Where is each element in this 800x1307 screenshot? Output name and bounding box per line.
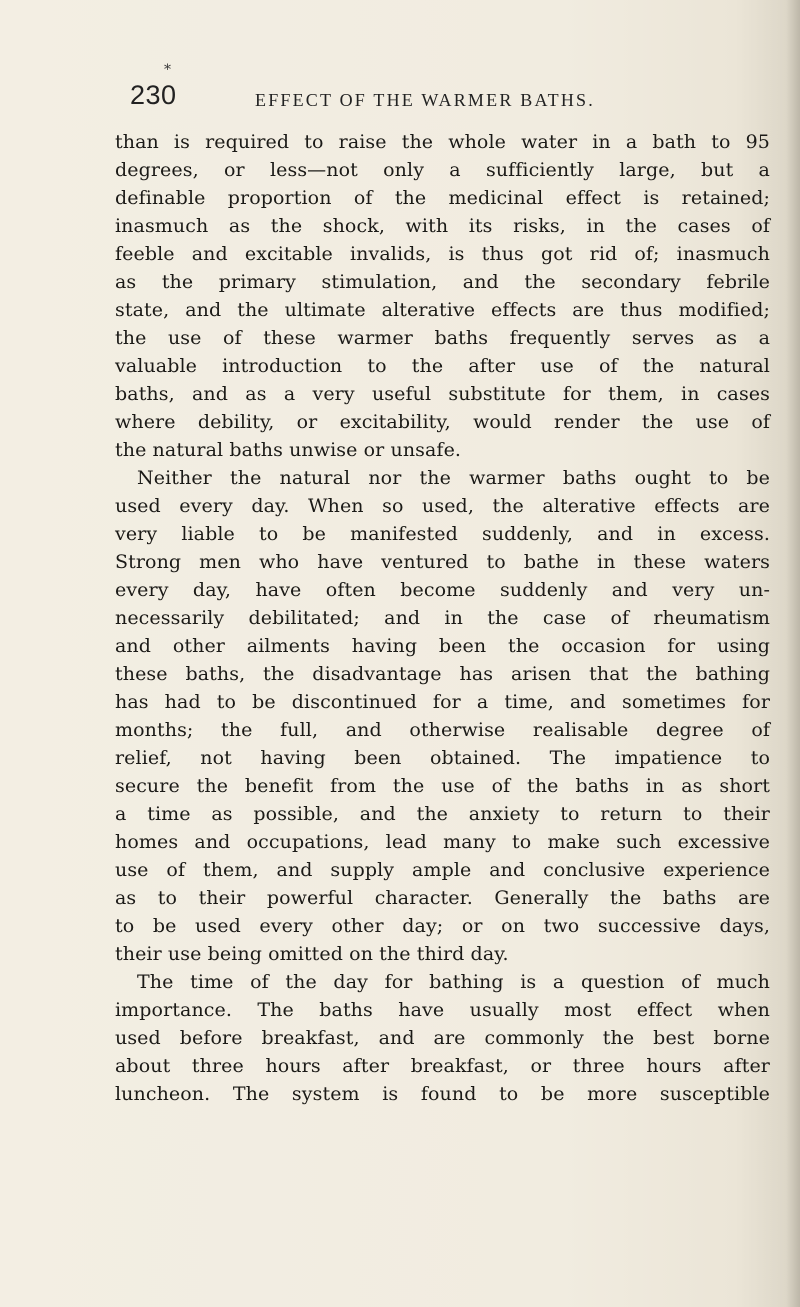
text-line: Strong men who have ventured to bathe in these waters (115, 551, 770, 573)
text-line: has had to be discontinued for a time, and sometimes for (115, 691, 770, 713)
text-line: the use of these warmer baths frequently serves as a (115, 327, 770, 349)
text-line: The time of the day for bathing is a question of much (137, 971, 770, 993)
text-line: homes and occupations, lead many to make such excessive (115, 831, 770, 853)
text-line: as to their powerful character. Generally the baths are (115, 887, 770, 909)
text-line: degrees, or less—not only a sufficiently large, but a (115, 159, 770, 181)
text-line: state, and the ultimate alterative effects are thus modified; (115, 299, 770, 321)
text-line: where debility, or excitability, would render the use of (115, 411, 770, 433)
text-line: used every day. When so used, the alterative effects are (115, 495, 770, 517)
text-line: and other ailments having been the occasion for using (115, 635, 770, 657)
text-line: Neither the natural nor the warmer baths ought to be (137, 467, 770, 489)
text-line: definable proportion of the medicinal effect is retained; (115, 187, 770, 209)
text-line: valuable introduction to the after use of the natural (115, 355, 770, 377)
text-line: used before breakfast, and are commonly the best borne (115, 1027, 770, 1049)
running-head: EFFECT OF THE WARMER BATHS. (255, 90, 595, 110)
text-line: use of them, and supply ample and conclusive experience (115, 859, 770, 881)
text-line: a time as possible, and the anxiety to return to their (115, 803, 770, 825)
text-line: about three hours after breakfast, or three hours after (115, 1055, 770, 1077)
text-line: inasmuch as the shock, with its risks, in the cases of (115, 215, 770, 237)
page-number: 230 (130, 80, 177, 110)
page-edge-shadow (786, 0, 800, 1307)
text-line: very liable to be manifested suddenly, and in excess. (115, 523, 770, 545)
text-line: relief, not having been obtained. The impatience to (115, 747, 770, 769)
text-line: months; the full, and otherwise realisable degree of (115, 719, 770, 741)
text-line: every day, have often become suddenly and very un- (115, 579, 770, 601)
text-line: the natural baths unwise or unsafe. (115, 439, 462, 461)
text-line: their use being omitted on the third day. (115, 943, 509, 965)
text-line: luncheon. The system is found to be more susceptible (115, 1083, 770, 1105)
text-line: necessarily debilitated; and in the case of rheumatism (115, 607, 770, 629)
text-line: secure the benefit from the use of the baths in as short (115, 775, 770, 797)
text-line: as the primary stimulation, and the secondary febrile (115, 271, 770, 293)
text-line: feeble and excitable invalids, is thus got rid of; inasmuch (115, 243, 770, 265)
text-line: to be used every other day; or on two successive days, (115, 915, 770, 937)
body-text (115, 128, 770, 1108)
printer-mark: * (164, 62, 171, 78)
text-line: importance. The baths have usually most effect when (115, 999, 770, 1021)
text-line: than is required to raise the whole water in a bath to 95 (115, 131, 770, 153)
text-line: these baths, the disadvantage has arisen that the bathing (115, 663, 770, 685)
page-header (130, 80, 770, 116)
text-line: baths, and as a very useful substitute for them, in cases (115, 383, 770, 405)
